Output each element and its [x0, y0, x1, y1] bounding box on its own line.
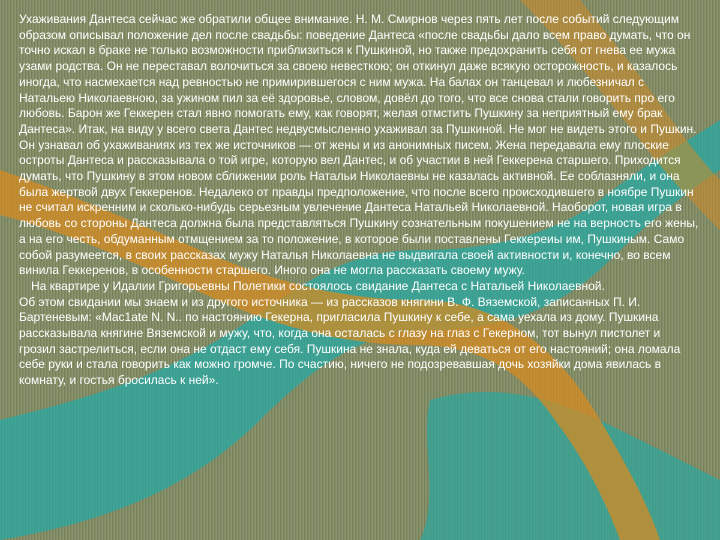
paragraph-4: Об этом свидании мы знаем и из другого источника — из рассказов княгини В. Ф. Вяземской, записанных П. И. Бартеневым: «Mac1ate N. N.. по настоянию Гекерна, пригласила Пушкину к себе, а сама уехала из дому. Пушкина рассказывала княгине Вяземской и мужу, что, когда она осталась с глазу на глаз с Гекерном, тот вынул пистолет и грозил застрелиться, если она не отдаст ему себя. Пушкина не знала, куда ей деваться от его настояний; она ломала себе руки и стала говорить как можно громче. По счастию, ничего не подозревавшая дочь хозяйки дома явилась в комнату, и гостья бросилась к ней».: [19, 294, 681, 388]
paragraph-1: Ухаживания Дантеса сейчас же обратили общее внимание. Н. М. Смирнов через пять лет после событий следующим образом описывал положение дел после свадьбы: поведение Дантеса «после свадьбы дало всем право думать, что он точно искал в браке не только возможности приблизиться к Пушкиной, но также предохранить себя от гнева ее мужа узами родства. Он не переставал волочиться за своею невесткою; он откинул даже всякую осторожность, и казалось иногда, что насмехается над ревностью не примирившегося с ним мужа. На балах он танцевал и любезничал с Натальею Николаевною, за ужином пил за её здоровье, словом, довёл до того, что все снова стали говорить про его любовь. Барон же Геккерен стал явно помогать ему, как говорят, желая отмстить Пушкину за неприятный ему брак Дантеса». Итак, на виду у всего света Дантес недвусмысленно ухаживал за Пушкиной. Не мог не видеть этого и Пушкин.: [19, 12, 697, 136]
text-body: [19, 12, 699, 389]
paragraph-3: На квартире у Идалии Григорьевны Полетики состоялось свидание Дантеса с Натальей Николаевной.: [31, 278, 605, 293]
paragraph-2: Он узнавал об ухаживаниях из тех же источников — от жены и из анонимных писем. Жена передавала ему плоские остроты Дантеса и рассказывала о той игре, которую вел Дантес, и об участии в ней Геккерена старшего. Приходится думать, что Пушкину в этом новом сближении роль Натальи Николаевны не казалась активной. Ее соблазняли, и она была жертвой двух Геккеренов. Недалеко от правды предположение, что после всего происходившего в ноябре Пушкин не считал искренним и сколько-нибудь серьезным увлечение Дантеса Натальей Николаевной. Наоборот, новая игра в любовь со стороны Дантеса должна была представляться Пушкину сознательным покушением не на верность его жены, а на его честь, обдуманным отмщением за то положение, в которое были поставлены Геккереиы им, Пушкиным. Само собой разумеется, в своих рассказах мужу Наталья Николаевна не выдвигала своей активности и, конечно, во всем винила Геккеренов, в особенности старшего. Иного она не могла рассказать своему мужу.: [19, 137, 699, 278]
